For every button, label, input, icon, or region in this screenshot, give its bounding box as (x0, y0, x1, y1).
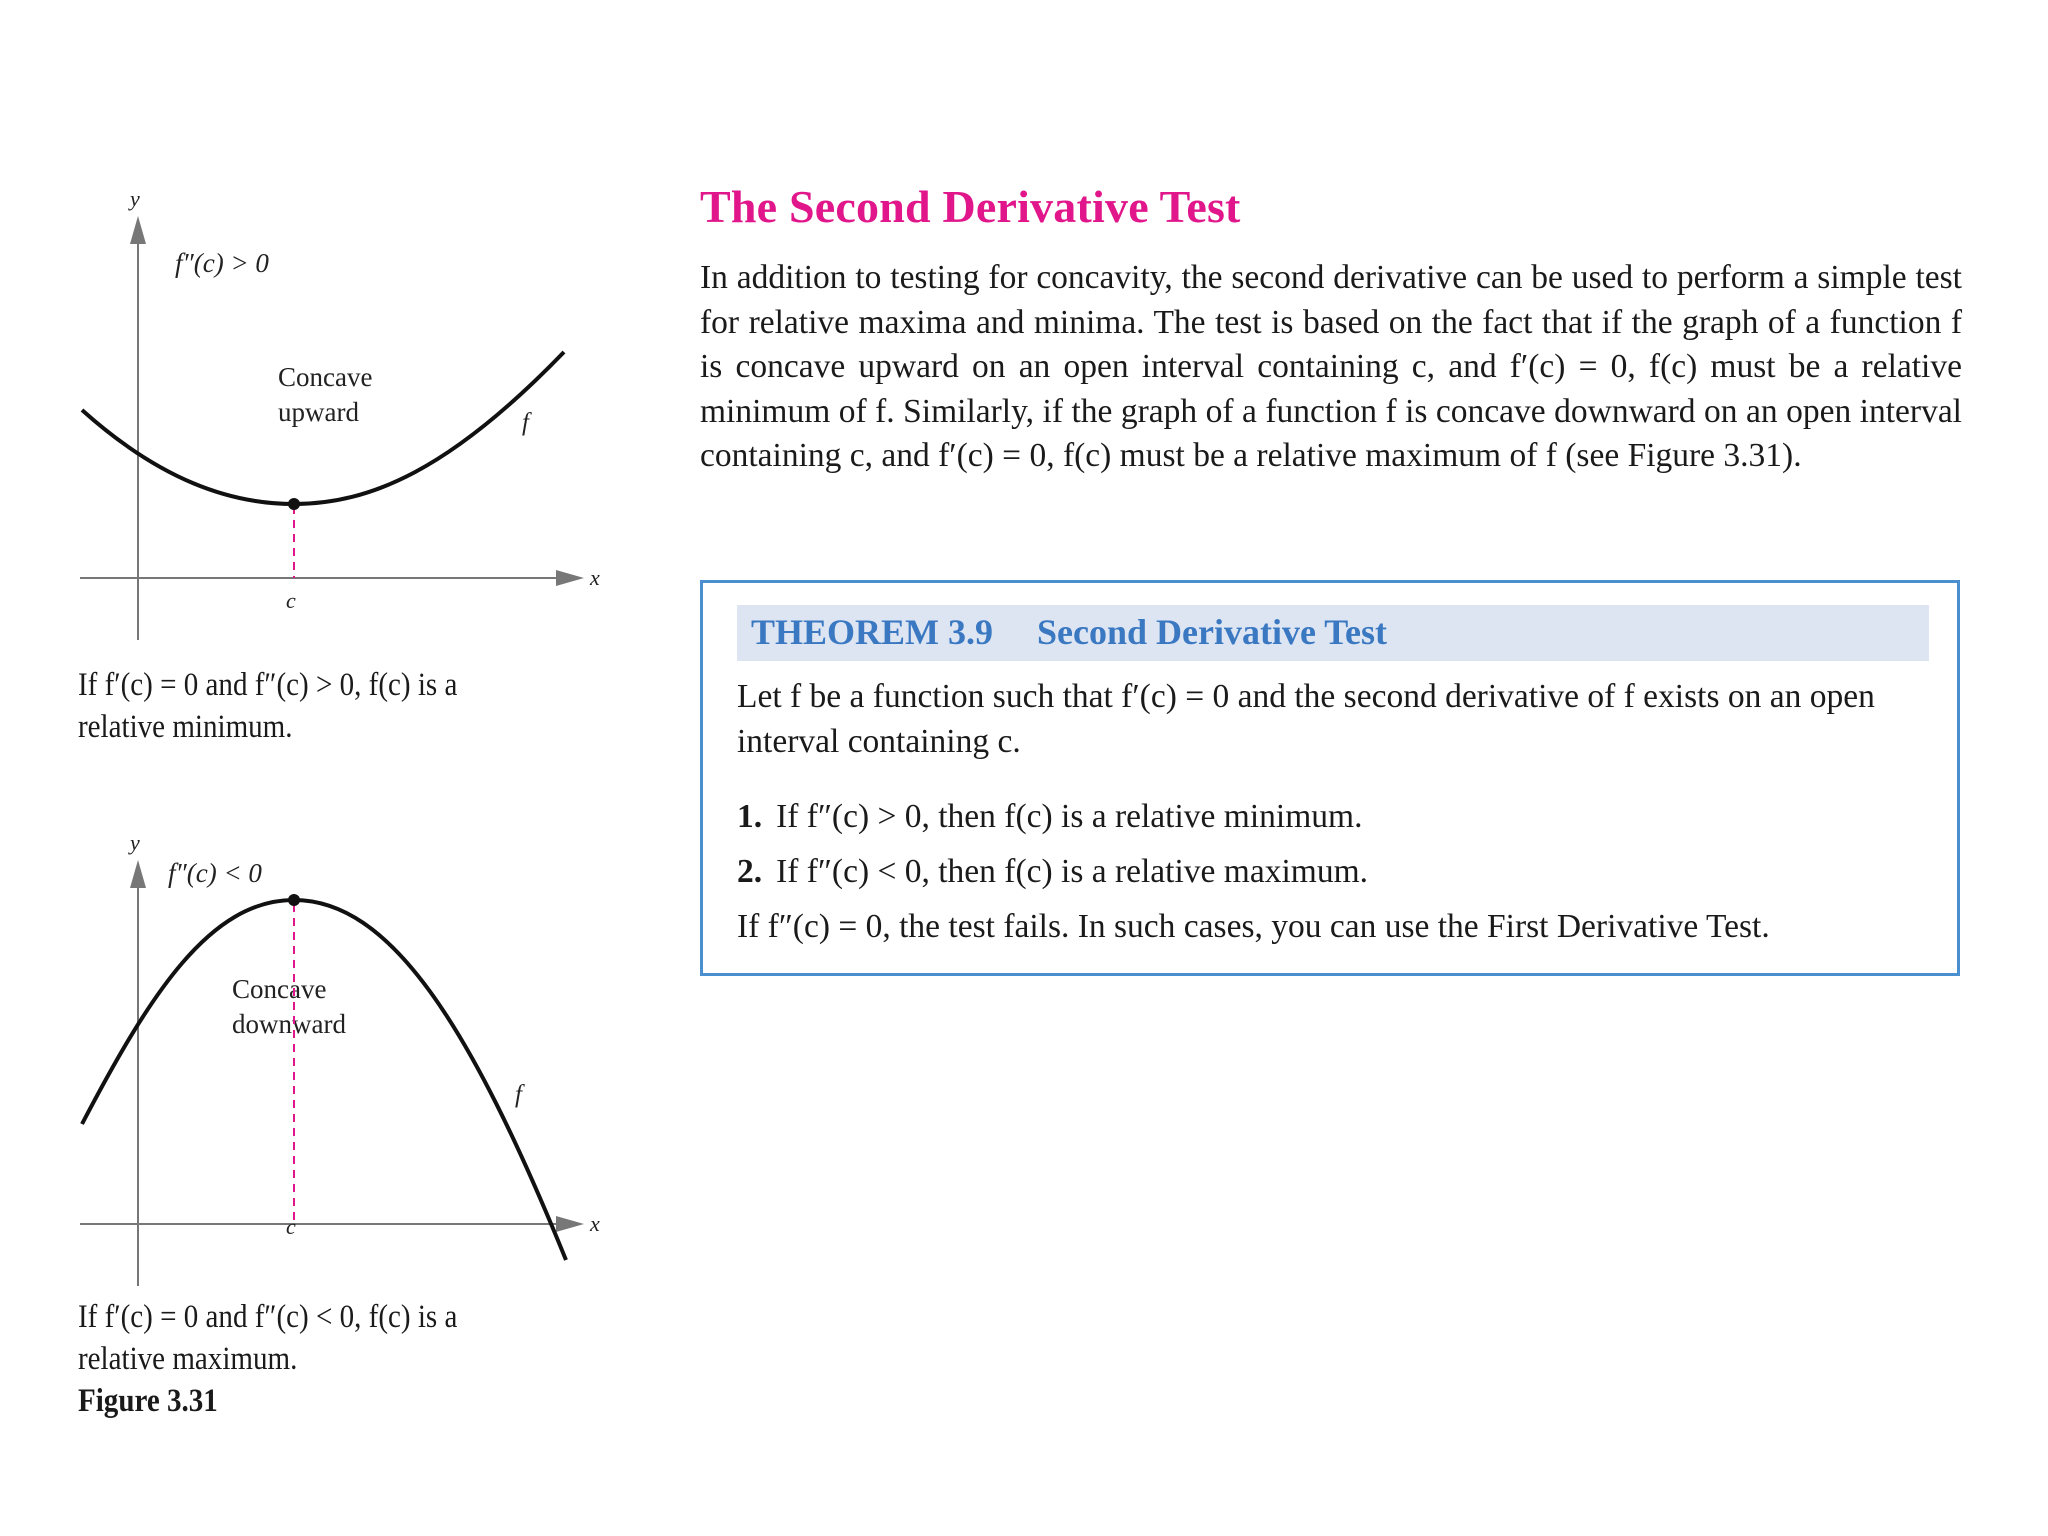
figure-caption-bottom (78, 1296, 536, 1422)
item-number: 1. (737, 798, 763, 835)
concavity-label-line2: upward (278, 397, 359, 427)
concavity-label-line1: Concave (278, 362, 373, 392)
item-text: If f″(c) < 0, then f(c) is a relative maximum. (776, 853, 1369, 890)
x-axis-label: x (590, 565, 600, 590)
theorem-item-2 (737, 850, 1368, 894)
concavity-label-line1: Concave (232, 974, 327, 1004)
caption-text: If f′(c) = 0 and f″(c) < 0, f(c) is a relative maximum. (78, 1299, 458, 1377)
curve-label: f (522, 409, 529, 436)
theorem-box (700, 580, 1960, 976)
caption-text: If f′(c) = 0 and f″(c) > 0, f(c) is a relative minimum. (78, 667, 458, 745)
theorem-name: Second Derivative Test (1037, 612, 1387, 652)
maximum-point (288, 894, 300, 906)
y-axis-label: y (130, 186, 140, 211)
x-axis-label: x (590, 1211, 600, 1236)
figure-number-label: Figure 3.31 (78, 1383, 218, 1419)
minimum-point (288, 498, 300, 510)
point-c-label: c (286, 1214, 296, 1239)
theorem-header (737, 605, 1929, 661)
theorem-intro: Let f be a function such that f′(c) = 0 and the second derivative of f exists on an open interval containing c. (737, 678, 1875, 760)
condition-label: f″(c) > 0 (175, 248, 269, 278)
theorem-note: If f″(c) = 0, the test fails. In such cases, you can use the First Derivative Test. (737, 908, 1770, 945)
figure-concave-upward (60, 180, 620, 650)
condition-label: f″(c) < 0 (168, 858, 262, 888)
body-paragraph: In addition to testing for concavity, the second derivative can be used to perform a simple test for relative maxima and minima. The test is based on the fact that if the graph of a function f is concave upward on an open interval containing c, and f′(c) = 0, f(c) must be a relative minimum of f. Similarly, if the graph of a function f is concave downward on an open interval containing c, and f′(c) = 0, f(c) must be a relative maximum of f (see Figure 3.31). (700, 259, 1962, 474)
theorem-number: THEOREM 3.9 (751, 612, 994, 652)
curve-label: f (515, 1081, 522, 1108)
section-title: The Second Derivative Test (700, 181, 1241, 232)
item-text: If f″(c) > 0, then f(c) is a relative minimum. (776, 798, 1363, 835)
y-axis-label: y (130, 830, 140, 855)
figure-concave-downward (60, 824, 620, 1294)
figure-caption-top (78, 664, 536, 748)
curve-concave-down (82, 900, 566, 1260)
theorem-item-1 (737, 795, 1362, 839)
concavity-label-line2: downward (232, 1009, 346, 1039)
item-number: 2. (737, 853, 763, 890)
point-c-label: c (286, 588, 296, 613)
